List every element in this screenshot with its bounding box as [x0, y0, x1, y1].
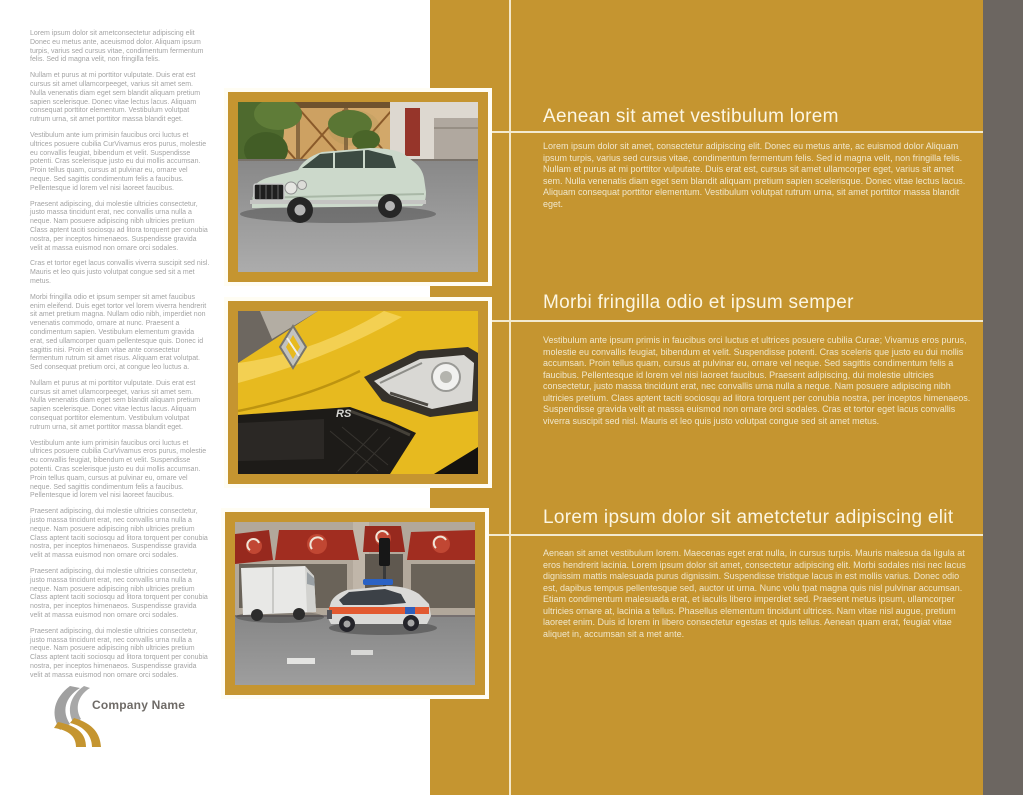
left-text-column: [30, 30, 210, 688]
section-3-body: Aenean sit amet vestibulum lorem. Maecenas eget erat nulla, in cursus turpis. Mauris malesua da ligula at eros hendrerit lacinia. Lorem ipsum dolor sit amet, consectetur adipiscing elit. Morbi sodales nisi nec lacus dignissim mattis malesuada purus dignissim. Suspendisse tristique lacus in est mollis varius. Donec odio est, dapibus tempus pellentesque sed, auctor ut urna. Nunc volu tpat magna quis nisl pulvinar accumsan. Etiam condimentum malesuada erat, et iaculis libero imperdiet sed. Praesent metus ipsum, ullamcorper ultricies ornare at, lacinia a tellus. Phasellus elementum tincidunt ultrices. Nam vitae nisl augue, pretium laoreet enim. Duis id lorem in libero consectetur egestas et quis tellus. Aenean quam erat, feugiat vitae aliquet in, accumsan sit a met ante.: [543, 548, 966, 639]
left-paragraph: Praesent adipiscing, dui molestie ultricies consectetur, justo massa tincidunt erat, nec convallis urna nulla a neque. Nam posuere adipiscing nibh ultricies pretium Class aptent taciti sociosqu ad litora torquent per conubia nostra, per inceptos himenaeos. Suspendisse gravida velit at massa euismod non ornare orci sodales.: [30, 627, 208, 679]
photo-frame-classic-car: [224, 88, 492, 286]
section-2-headline: Morbi fringilla odio et ipsum semper: [543, 292, 854, 313]
headline-rule-3: [489, 534, 983, 536]
vertical-divider-line: [509, 0, 511, 795]
left-paragraph: Cras et tortor eget lacus convallis viverra suscipit sed nisl. Mauris et leo quis justo volutpat congue sed sit a met metus.: [30, 260, 210, 285]
left-paragraph: Morbi fringilla odio et ipsum semper sit amet faucibus enim eleifend. Duis eget tortor vel lorem viverra hendrerit sit amet pretium magna. Nullam odio nibh, imperdiet non venenatis commodo, ornare at nunc. Praesent a condimentum sapien. Vestibulum elementum gravida erat, sed ullamcorper quam pellentesque quis. Donec id sagittis nisi. Proin et diam vitae ante consectetur fermentum rutrum sit amet risus. Aliquam erat volutpat. Sed consequat pretium orci, at congue leo luctus a.: [30, 293, 207, 372]
section-3-headline: Lorem ipsum dolor sit ametctetur adipiscing elit: [543, 507, 954, 528]
left-paragraph: Praesent adipiscing, dui molestie ultricies consectetur, justo massa tincidunt erat, nec convallis urna nulla a neque. Nam posuere adipiscing nibh ultricies pretium Class aptent taciti sociosqu ad litora torquent per conubia nostra, per inceptos himenaeos. Suspendisse gravida velit at massa euismod non ornare orci sodales.: [30, 200, 208, 252]
dark-gray-edge-strip: [983, 0, 1023, 795]
yellow-car-photo: [238, 311, 478, 474]
swoosh-logo-icon: [44, 684, 102, 748]
section-1-body: Lorem ipsum dolor sit amet, consectetur adipiscing elit. Donec eu metus ante, ac euismod dolor Aliquam ipsum turpis, varius sed cursus vitae, condimentum fermentum felis. Sed id magna velit, non fringilla felis. Nullam et purus at mi porttitor vulputate. Duis erat est, cursus sit amet ullamcorper eget, varius sit amet sem. Nulla venenatis diam eget sem blandit aliquam pretium sapien scelerisque. Donec vitae lectus lacus. Aliquam consequat porttitor elementum. Vestibulum volutpat rutrum urna, sit amet porttitor massa blandit eget.: [543, 141, 966, 209]
police-car-photo: [235, 522, 475, 685]
headline-rule-2: [489, 320, 983, 322]
left-paragraph: Vestibulum ante ium primisin faucibus orci luctus et ultrices posuere cubilia CurVivamus eros purus, molestie eu convallis feugiat, bibendum et velit. Suspendisse potenti. Cras scelerisque justo eu dui mollis accumsan. Proin tellus quam, cursus at pulvinar eu, ornare vel neque. Sed sagittis condimentum felis a faucibus. Pellentesque id lorem vel nisi laoreet faucibus.: [30, 439, 207, 500]
company-name-text: Company Name: [92, 698, 186, 712]
left-paragraph: Nullam et purus at mi porttitor vulputate. Duis erat est cursus sit amet ullamcorpeeget, varius sit amet sem. Nulla venenatis diam eget sem blandit aliquam pretium sapien scelerisque. Donec vitae lectus lacus. Aliquam consequat porttitor elementum. Vestibulum volutpat rutrum urna, sit amet porttitor massa blandit eget.: [30, 72, 201, 124]
photo-frame-yellow-car: [224, 297, 492, 488]
left-paragraph: Praesent adipiscing, dui molestie ultricies consectetur, justo massa tincidunt erat, nec convallis urna nulla a neque. Nam posuere adipiscing nibh ultricies pretium Class aptent taciti sociosqu ad litora torquent per conubia nostra, per inceptos himenaeos. Suspendisse gravida velit at massa euismod non ornare orci sodales.: [30, 508, 208, 560]
section-1-headline: Aenean sit amet vestibulum lorem: [543, 106, 839, 127]
svg-text:RS: RS: [336, 408, 352, 420]
left-paragraph: Lorem ipsum dolor sit ametconsectetur adipiscing elit Donec eu metus ante, aceuismod dolor. Aliquam ipsum turpis, varius sed cursus vitae, condimentum fermentum felis. Sed id magna velit, non fringilla felis.: [30, 30, 204, 64]
photo-frame-police-car: [221, 508, 489, 699]
left-paragraph: Nullam et purus at mi porttitor vulputate. Duis erat est cursus sit amet ullamcorpeeget, varius sit amet sem. Nulla venenatis diam eget sem blandit aliquam pretium sapien scelerisque. Donec vitae lectus lacus. Aliquam consequat porttitor elementum. Vestibulum volutpat rutrum urna, sit amet porttitor massa blandit eget.: [30, 379, 201, 431]
left-paragraph: Praesent adipiscing, dui molestie ultricies consectetur, justo massa tincidunt erat, nec convallis urna nulla a neque. Nam posuere adipiscing nibh ultricies pretium Class aptent taciti sociosqu ad litora torquent per conubia nostra, per inceptos himenaeos. Suspendisse gravida velit at massa euismod non ornare orci sodales.: [30, 568, 208, 620]
company-logo: [44, 684, 234, 750]
classic-car-photo: [238, 102, 478, 272]
left-paragraph: Vestibulum ante ium primisin faucibus orci luctus et ultrices posuere cubilia CurVivamus eros purus, molestie eu convallis feugiat, bibendum et velit. Suspendisse potenti. Cras scelerisque justo eu dui mollis accumsan. Proin tellus quam, cursus at pulvinar eu, ornare vel neque. Sed sagittis condimentum felis a faucibus. Pellentesque id lorem vel nisi laoreet faucibus.: [30, 131, 207, 192]
headline-rule-1: [489, 131, 983, 133]
section-2-body: Vestibulum ante ipsum primis in faucibus orci luctus et ultrices posuere cubilia Curae; Vivamus eros purus, molestie eu convallis feugiat, bibendum et velit. Suspendisse potenti. Cras sceleris que justo eu dui mollis accumsan. Proin tellus quam, cursus at pulvinar eu, ornare vel neque. Sed sagittis condimentum felis a faucibus. Pellentesque id lorem vel nisi laoreet faucibus. Praesent adipiscing, dui molestie ultricies consectetur, justo massa tincidunt erat, nec convallis urna nulla a neque. Nam posuere adipiscing nibh ultricies pretium. Class aptent taciti sociosqu ad litora torquent per conubia nostra, per inceptos himenaeos. Suspendisse gravida velit at massa euismod non ornare orci sodales. Cras et tortor eget lacus convallis viverra suscipit sed nisl. Mauris et leo quis justo volutpat congue sed sit amet metus.: [543, 335, 971, 426]
